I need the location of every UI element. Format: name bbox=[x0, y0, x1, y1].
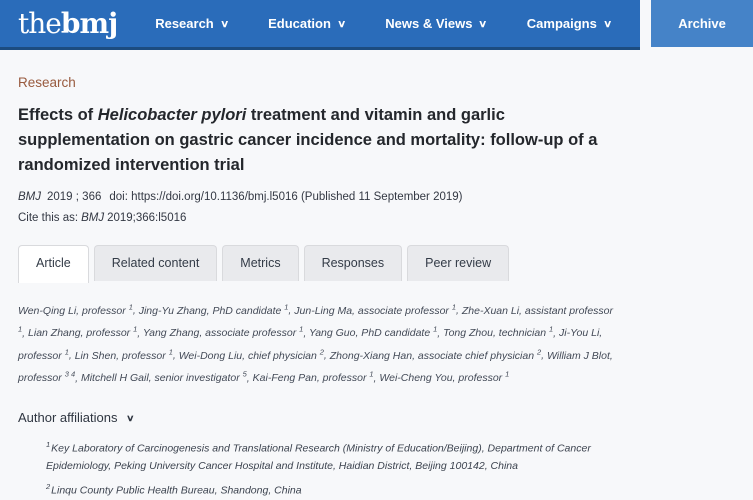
chevron-down-icon: ∨ bbox=[125, 413, 135, 424]
nav-item-news-views[interactable] bbox=[385, 0, 487, 47]
affiliation-list bbox=[46, 439, 622, 499]
author-affiliation-number: 2 bbox=[319, 347, 324, 357]
author-affiliation-number: 2 bbox=[536, 347, 542, 357]
nav-item-education[interactable] bbox=[268, 0, 345, 47]
nav-item-label: News & Views bbox=[385, 16, 473, 31]
cite-as-prefix: Cite this as: bbox=[18, 212, 79, 225]
tab-article[interactable]: Article bbox=[18, 245, 89, 283]
article-page bbox=[0, 75, 640, 500]
doi-link[interactable]: https://doi.org/10.1136/bmj.l5016 bbox=[131, 191, 298, 204]
author-affiliation-number: 1 bbox=[133, 324, 138, 334]
nav-item-label: Archive bbox=[678, 16, 726, 31]
author-affiliation-number: 1 bbox=[18, 324, 23, 334]
cite-as-ref: 2019;366:l5016 bbox=[107, 212, 187, 225]
nav-item-label: Campaigns bbox=[526, 16, 597, 31]
author-affiliation-number: 1 bbox=[548, 324, 554, 334]
title-post: treatment and vitamin and garlic supplementation on gastric cancer incidence and mortality: follow-up of a randomized intervention trial bbox=[18, 106, 598, 174]
nav-item-archive[interactable] bbox=[651, 0, 753, 47]
author-jing-yu-zhang[interactable]: Jing-Yu Zhang, PhD candidate $^1$ bbox=[138, 302, 289, 317]
affiliation-number: 2 bbox=[46, 482, 51, 492]
published-date: (Published 11 September 2019) bbox=[300, 191, 463, 204]
author-affiliation-number: 1 bbox=[128, 302, 133, 312]
nav-item-campaigns[interactable] bbox=[527, 0, 611, 47]
chevron-down-icon: ∨ bbox=[602, 19, 613, 30]
tab-peer-review[interactable]: Peer review bbox=[407, 245, 509, 281]
title-pre: Effects of bbox=[18, 106, 98, 124]
nav-item-research[interactable] bbox=[155, 0, 228, 47]
cite-as-line bbox=[18, 212, 622, 224]
author-wei-cheng-you[interactable]: Wei-Cheng You, professor $^1$ bbox=[379, 369, 510, 385]
nav-item-label: Education bbox=[268, 16, 331, 31]
top-navigation bbox=[0, 0, 726, 50]
tab-metrics[interactable]: Metrics bbox=[222, 245, 298, 281]
article-title bbox=[18, 103, 622, 177]
section-label: Research bbox=[18, 75, 76, 90]
cite-as-journal: BMJ bbox=[81, 212, 105, 225]
author-lian-zhang[interactable]: Lian Zhang, professor $^1$ bbox=[28, 324, 138, 340]
author-zhong-xiang-han[interactable]: Zhong-Xiang Han, associate chief physician $^2$ bbox=[329, 347, 542, 362]
author-affiliation-number: 1 bbox=[168, 347, 173, 357]
chevron-down-icon: ∨ bbox=[337, 19, 347, 30]
author-yang-guo[interactable]: Yang Guo, PhD candidate $^1$ bbox=[308, 324, 438, 340]
author-wen-qing-li[interactable]: Wen-Qing Li, professor $^1$ bbox=[18, 302, 133, 317]
author-william-j-blot[interactable]: William J Blot, professor $^{3 4}$ bbox=[18, 349, 613, 385]
citation-journal: BMJ bbox=[18, 191, 41, 204]
author-mitchell-h-gail[interactable]: Mitchell H Gail, senior investigator $^5$ bbox=[80, 369, 247, 385]
author-affiliation-number: 1 bbox=[433, 324, 438, 334]
title-italic-species: Helicobacter pylori bbox=[97, 106, 247, 124]
bmj-logo[interactable] bbox=[18, 6, 118, 40]
author-wei-dong-liu[interactable]: Wei-Dong Liu, chief physician $^2$ bbox=[178, 347, 324, 362]
doi-label: doi: bbox=[109, 191, 128, 204]
chevron-down-icon: ∨ bbox=[478, 19, 488, 30]
author-affiliation-number: 1 bbox=[369, 369, 374, 379]
author-affiliations-toggle[interactable] bbox=[18, 410, 622, 425]
author-affiliation-number: 1 bbox=[505, 369, 510, 379]
author-jun-ling-ma[interactable]: Jun-Ling Ma, associate professor $^1$ bbox=[294, 302, 457, 317]
tab-bar bbox=[18, 245, 622, 281]
author-affiliation-number: 5 bbox=[242, 369, 247, 379]
affiliation-item: $^1$Key Laboratory of Carcinogenesis and Translational Research (Ministry of Education/Beijing), Department of Cancer Epidemiology, Peking University Cancer Hospital and Institute, Haidian District, Beijing 100142, China bbox=[46, 440, 591, 472]
author-yang-zhang[interactable]: Yang Zhang, associate professor $^1$ bbox=[142, 324, 304, 340]
affiliation-item: $^2$Linqu County Public Health Bureau, Shandong, China bbox=[46, 482, 302, 497]
affiliation-number: 1 bbox=[46, 440, 51, 450]
logo-bmj: bmj bbox=[60, 6, 118, 40]
author-zhe-xuan-li[interactable]: Zhe-Xuan Li, assistant professor $^1$ bbox=[18, 304, 614, 334]
chevron-down-icon: ∨ bbox=[219, 19, 229, 30]
author-affiliation-number: 1 bbox=[299, 324, 304, 334]
logo-the: the bbox=[18, 6, 61, 40]
nav-item-label: Research bbox=[155, 16, 214, 31]
author-tong-zhou[interactable]: Tong Zhou, technician $^1$ bbox=[443, 324, 554, 340]
nav-menu bbox=[155, 0, 753, 47]
tab-related-content[interactable]: Related content bbox=[94, 245, 218, 281]
author-affiliation-number: 1 bbox=[284, 302, 289, 312]
tab-responses[interactable]: Responses bbox=[304, 245, 403, 281]
author-affiliation-number: 1 bbox=[64, 347, 69, 357]
author-ji-you-li[interactable]: Ji-You Li, professor $^1$ bbox=[18, 327, 603, 362]
author-list: Wen-Qing Li, professor $^1$, Jing-Yu Zhang, PhD candidate $^1$, Jun-Ling Ma, associate professor $^1$, Zhe-Xuan Li, assistant professor $^1$, Lian Zhang, professor $^1$, Yang Zhang, associate professor $^1$, Yang Guo, PhD candidate $^1$, Tong Zhou, technician $^1$, Ji-You Li, professor $^1$, Lin Shen, professor $^1$, Wei-Dong Liu, chief physician $^2$, Zhong-Xiang Han, associate chief physician $^2$, William J Blot, professor $^{3 4}$, Mitchell H Gail, senior investigator $^5$, Kai-Feng Pan, professor $^1$, Wei-Cheng You, professor $^1$ bbox=[18, 302, 614, 385]
author-lin-shen[interactable]: Lin Shen, professor $^1$ bbox=[74, 347, 173, 362]
author-affiliations-label: Author affiliations bbox=[18, 410, 118, 426]
author-affiliation-number: 3 4 bbox=[64, 369, 76, 379]
author-kai-feng-pan[interactable]: Kai-Feng Pan, professor $^1$ bbox=[252, 369, 374, 385]
citation-line bbox=[18, 191, 622, 203]
author-affiliation-number: 1 bbox=[451, 302, 457, 312]
citation-volume: 2019 ; 366 bbox=[47, 191, 102, 204]
